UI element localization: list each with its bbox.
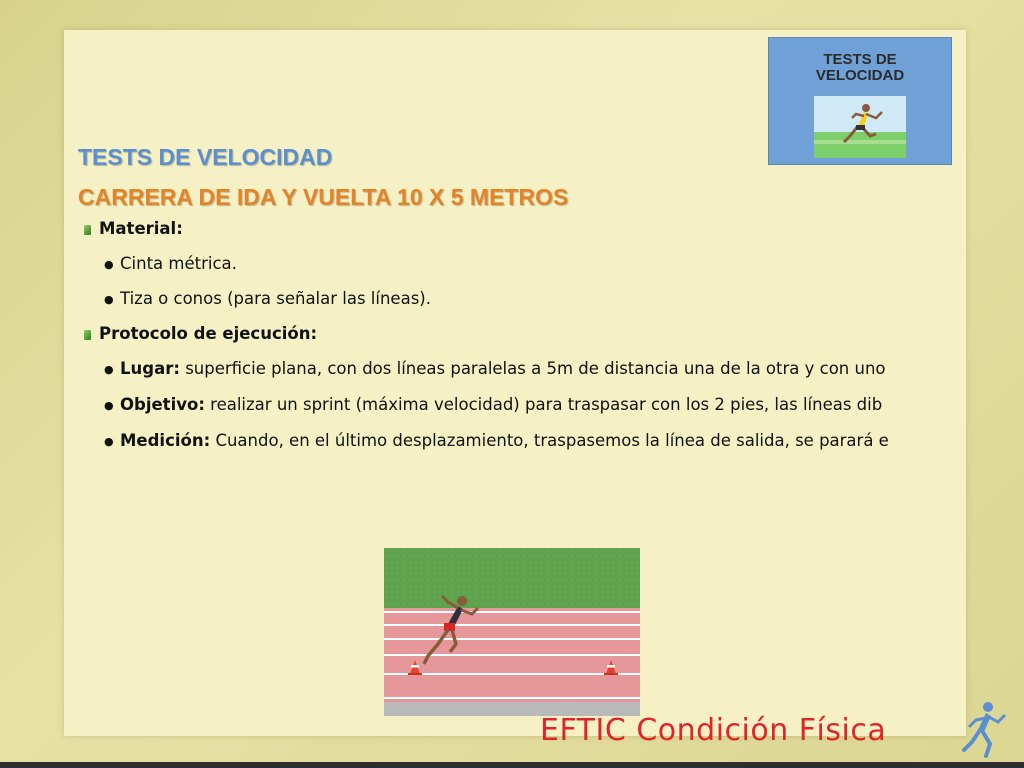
velocity-tests-thumbnail xyxy=(768,37,952,165)
protocol-text: superficie plana, con dos líneas paralelas a 5m de distancia una de la otra y con uno xyxy=(179,359,886,378)
dot-bullet-icon: ● xyxy=(104,435,114,448)
protocol-label: Medición: xyxy=(120,431,211,450)
protocol-label: Lugar: xyxy=(120,359,180,378)
list-item xyxy=(104,359,1024,380)
sprinter-illustration xyxy=(814,96,906,158)
thumbnail-title-line1: TESTS DE xyxy=(823,51,897,68)
protocol-text: Cuando, en el último desplazamiento, traspasemos la línea de salida, se parará e xyxy=(210,431,889,450)
dot-bullet-icon: ● xyxy=(104,293,114,306)
brand-footer: EFTIC Condición Física xyxy=(540,713,887,748)
material-heading: Material: xyxy=(99,219,183,238)
protocol-heading-row xyxy=(84,324,1024,344)
list-item xyxy=(104,431,1024,452)
protocol-heading: Protocolo de ejecución: xyxy=(99,324,318,343)
dot-bullet-icon: ● xyxy=(104,363,114,376)
protocol-text: realizar un sprint (máxima velocidad) para traspasar con los 2 pies, las líneas dib xyxy=(204,395,883,414)
list-item xyxy=(104,289,1024,310)
list-item xyxy=(104,395,1024,416)
runner-icon xyxy=(958,700,1008,762)
bottom-bar xyxy=(0,762,1024,768)
thumbnail-title xyxy=(769,52,951,84)
list-item xyxy=(104,254,1024,275)
green-square-bullet-icon xyxy=(84,330,91,340)
material-heading-row xyxy=(84,219,1024,239)
slide-subtitle: CARRERA DE IDA Y VUELTA 10 X 5 METROS xyxy=(78,184,569,210)
material-item: Cinta métrica. xyxy=(120,254,237,273)
protocol-label: Objetivo: xyxy=(120,395,205,414)
dot-bullet-icon: ● xyxy=(104,258,114,271)
thumbnail-title-line2: VELOCIDAD xyxy=(815,67,905,84)
material-item: Tiza o conos (para señalar las líneas). xyxy=(120,289,431,308)
green-square-bullet-icon xyxy=(84,225,91,235)
shuttle-run-illustration xyxy=(384,548,640,716)
slide-title: TESTS DE VELOCIDAD xyxy=(78,144,333,170)
dot-bullet-icon: ● xyxy=(104,399,114,412)
